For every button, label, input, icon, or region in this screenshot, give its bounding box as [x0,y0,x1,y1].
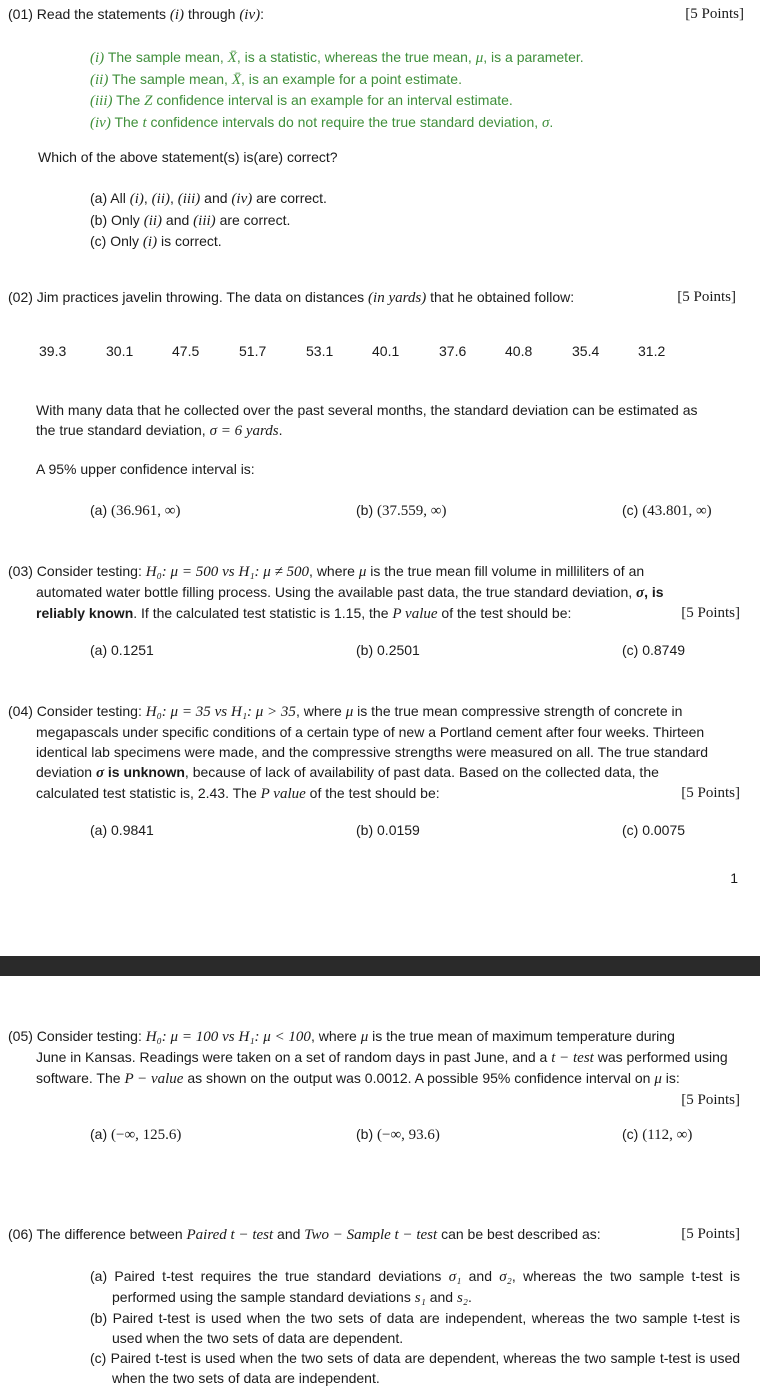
option-text: Paired t-test is used when the two sets of data are independent, whereas the two sample t-test [112,1310,725,1326]
option-text: are correct. [219,211,291,228]
statement-text: , is an example for a point estimate. [240,70,462,87]
q2-para-text: the true standard deviation, [36,422,206,438]
q4-sigma: σ [95,765,105,781]
q1-option-a[interactable]: (a) All (i), (ii), (iii) and (iv) are correct. [90,190,327,207]
option-value: (43.801, ∞) [642,503,712,519]
q4-text: of the test should be: [309,785,440,801]
q2-option-b[interactable] [356,502,446,520]
q6-header [8,1226,740,1244]
option-label: (c) [90,233,107,249]
q4-line2: megapascals under specific conditions of a certain type of new a Portland cement after four weeks. Thirteen [36,724,705,740]
option-math: s₂ [456,1290,468,1306]
q2-para-line1: With many data that he collected over the past several months, the standard deviation can be estimated as [36,402,698,418]
q6-option-b[interactable] [90,1308,740,1348]
q5-text: software. The [36,1070,121,1086]
data-value: 35.4 [572,343,600,359]
q4-h1: H₁: μ > 35 [230,704,296,720]
option-label: (a) [90,1268,108,1284]
q5-pvalue: P − value [124,1071,184,1087]
option-value: 0.0159 [377,822,420,838]
data-value: 39.3 [39,343,67,359]
statement-roman: (i) [90,50,105,66]
option-value: 0.9841 [111,822,154,838]
statement-roman: (iii) [90,93,113,109]
q4-option-a[interactable] [90,822,154,838]
q4-line4 [8,762,740,783]
option-value: 0.8749 [642,642,686,658]
statement-roman: (iv) [90,114,111,131]
option-label: (c) [622,502,639,518]
q4-text: , because of lack of availability of past data. Based on the collected data, the [184,764,659,780]
option-roman: (iii) [193,212,216,229]
q5-mu: μ [654,1071,662,1087]
q3-h1: H₁: μ ≠ 500 [238,564,310,580]
option-text: and [165,211,190,228]
q1-stem: Read the statements [36,6,166,22]
q4-mu: μ [345,704,354,720]
q5-text: is: [665,1070,680,1086]
option-label: (c) [90,1350,107,1366]
q5-line4 [8,1089,740,1110]
option-value: (−∞, 125.6) [111,1127,182,1143]
q3-text: of the test should be: [441,605,572,621]
option-roman: (i) [129,191,144,207]
q2-header [8,289,752,307]
option-label: (a) [90,190,108,206]
q3-option-c[interactable] [622,642,685,658]
option-label: (b) [356,502,374,518]
option-label: (a) [90,502,108,518]
option-label: (b) [90,211,108,228]
statement-math: X̄ [227,50,237,66]
q2-option-a[interactable] [90,502,180,520]
q4-header [8,701,740,804]
q3-text: is the true mean fill volume in milliliters of an [370,563,645,579]
q5-vs: vs [222,1029,235,1045]
q4-line3: identical lab specimens were made, and the compressive strengths were measured on all. The true standard [36,744,709,760]
q3-points: [5 Points] [681,605,740,621]
q1-points: [5 Points] [685,6,744,22]
q2-unit: (in yards) [368,290,427,306]
option-label: (b) [356,642,374,658]
q5-text: as shown on the output was 0.0012. A possible 95% confidence interval on [187,1070,651,1086]
option-math: s₁ [414,1290,426,1306]
q1-options [90,188,327,253]
option-text: . [468,1289,472,1305]
q4-option-b[interactable] [356,822,420,838]
q4-text: deviation [36,764,93,780]
q3-header [8,561,740,624]
data-value: 40.1 [372,343,400,359]
q5-option-b[interactable] [356,1126,440,1144]
q4-line1 [8,701,740,722]
q5-line2 [8,1047,740,1068]
q6-two-sample: Two − Sample t − test [304,1227,438,1243]
q1-number: (01) [8,6,33,22]
page-number: 1 [730,870,738,886]
option-value: 0.2501 [377,642,420,658]
option-roman: (iv) [231,191,253,207]
option-text: is used when the two sets of data are dependent. [112,1310,741,1346]
q6-option-a[interactable] [90,1266,740,1308]
q5-points: [5 Points] [681,1092,740,1108]
q3-text: . If the calculated test statistic is 1.15, the [133,605,389,621]
q5-text: , where [310,1028,357,1044]
option-text: , whereas the two sample t-test is [511,1268,741,1284]
q4-number: (04) [8,703,33,719]
option-value: (37.559, ∞) [377,503,447,519]
q4-lead: Consider testing: [36,703,142,719]
q2-points: [5 Points] [677,289,736,305]
option-math: σ₂ [499,1269,512,1285]
q3-option-b[interactable] [356,642,420,658]
statement-text: . [549,113,554,130]
q5-line1 [8,1026,740,1047]
q3-option-a[interactable] [90,642,154,658]
q4-bold: is unknown [107,764,185,780]
option-text: performed using the sample standard deviations [112,1289,411,1305]
q1-stem-mid: through [187,6,236,22]
q2-prompt: A 95% upper confidence interval is: [36,461,255,477]
statement-iv [90,112,584,134]
q4-text: is the true mean compressive strength of concrete in [357,703,683,719]
statement-math: μ [475,50,484,66]
data-value: 51.7 [239,343,267,359]
option-text: Only [110,233,140,249]
statement-text: confidence interval is an example for an interval estimate. [156,92,513,108]
q5-text: was performed using [597,1049,728,1065]
q1-stem-end: : [260,6,265,22]
q3-bold: reliably known [36,605,134,621]
q2-para-text: . [278,422,283,438]
q6-text: The difference between [36,1226,183,1242]
option-text: Paired t-test is used when the two sets of data are dependent, whereas the two sample t-test is [110,1350,706,1366]
data-value: 37.6 [439,343,467,359]
q2-stem-end: that he obtained follow: [430,289,575,305]
q5-header [8,1026,740,1110]
q3-sigma: σ [636,585,645,601]
q2-number: (02) [8,289,33,305]
option-label: (b) [356,1126,374,1142]
option-value: (36.961, ∞) [111,503,181,519]
option-text: All [110,190,126,206]
option-label: (b) [356,822,374,838]
q3-line3 [8,603,740,624]
q4-text: , where [295,703,342,719]
option-math: σ₁ [448,1269,462,1285]
option-roman: (iii) [177,191,201,207]
q3-pvalue: P value [392,606,438,622]
option-text: Only [111,211,140,228]
statement-math: t [142,114,147,131]
statement-text: The sample mean, [107,49,224,65]
page-separator [0,956,760,976]
q2-paragraph [36,400,740,441]
q1-header [8,6,752,24]
q6-number: (06) [8,1226,33,1242]
data-value: 53.1 [306,343,334,359]
statement-math: X̄ [231,71,241,88]
option-value: (112, ∞) [642,1127,693,1143]
q3-h0: H₀: μ = 500 [145,564,219,580]
q4-vs: vs [214,704,228,720]
q1-stem-iv: (iv) [239,7,261,23]
option-value: (−∞, 93.6) [377,1127,440,1143]
q5-h1: H₁: μ < 100 [238,1029,311,1045]
q4-points: [5 Points] [681,785,740,801]
statement-text: , is a parameter. [483,49,584,65]
statement-text: , is a statistic, whereas the true mean, [236,49,472,65]
q4-text: calculated test statistic is, 2.43. The [36,785,257,801]
data-value: 47.5 [172,343,200,359]
option-roman: (i) [142,234,158,250]
data-value: 40.8 [505,343,533,359]
q4-h0: H₀: μ = 35 [145,704,211,720]
statement-iii [90,90,584,112]
q3-text: automated water bottle filling process. Using the available past data, the true standard deviation, [36,584,633,600]
q4-line5 [8,783,740,804]
option-roman: (ii) [143,212,163,229]
q6-paired: Paired t − test [186,1227,274,1243]
q4-option-c[interactable] [622,822,685,838]
option-text: are correct. [256,190,327,206]
option-label: (a) [90,1126,108,1142]
statement-ii [90,69,584,91]
q3-number: (03) [8,563,33,579]
option-label: (a) [90,642,108,658]
option-value: 0.0075 [642,822,686,838]
statement-roman: (ii) [90,71,109,88]
q1-question: Which of the above statement(s) is(are) correct? [38,149,338,165]
q5-lead: Consider testing: [36,1028,142,1044]
statement-math: Z [144,93,153,109]
option-text: used when the two sets of data are independent. [112,1350,741,1386]
statement-text: The [116,92,141,108]
q3-bold: , is [644,584,664,600]
q5-ttest: t − test [551,1050,594,1066]
q2-para-line2 [36,420,740,441]
q1-statements [90,47,584,133]
q5-text: June in Kansas. Readings were taken on a set of random days in past June, and a [36,1049,548,1065]
q1-option-c[interactable] [90,231,327,253]
option-text: and [429,1289,454,1305]
option-text: is correct. [160,233,222,249]
q6-option-c[interactable] [90,1348,740,1388]
q2-option-c[interactable] [622,502,712,520]
q5-option-c[interactable] [622,1126,692,1144]
q2-sigma: σ = 6 yards [209,423,279,439]
option-label: (c) [622,1126,639,1142]
q2-stem: Jim practices javelin throwing. The data on distances [36,289,365,305]
data-value: 30.1 [106,343,134,359]
q6-text: can be best described as: [441,1226,601,1242]
q1-option-b[interactable] [90,210,327,232]
q6-options [90,1266,740,1388]
data-value: 31.2 [638,343,666,359]
option-text: Paired t-test requires the true standard deviations [114,1268,442,1284]
option-label: (c) [622,642,639,658]
q3-lead: Consider testing: [36,563,142,579]
option-label: (b) [90,1310,108,1326]
q6-points: [5 Points] [681,1226,740,1242]
statement-text: The sample mean, [111,70,228,87]
statement-i [90,47,584,69]
option-roman: (ii) [151,191,170,207]
option-label: (a) [90,822,108,838]
q3-text: , where [309,563,355,579]
q5-option-a[interactable] [90,1126,181,1144]
q5-number: (05) [8,1028,33,1044]
q5-mu: μ [360,1029,369,1045]
q4-pvalue: P value [260,786,306,802]
q1-stem-i: (i) [169,7,185,23]
q3-line1 [8,561,740,582]
option-label: (c) [622,822,639,838]
option-text: and [468,1268,492,1284]
q6-text: and [277,1226,301,1242]
statement-math: σ [542,114,550,131]
q5-text: is the true mean of maximum temperature during [372,1028,675,1044]
q5-line3 [8,1068,740,1089]
q5-h0: H₀: μ = 100 [145,1029,219,1045]
q3-mu: μ [358,564,367,580]
statement-text: The [114,113,139,130]
statement-text: confidence intervals do not require the true standard deviation, [150,113,539,130]
q3-line2 [8,582,740,603]
option-text: and [204,190,228,206]
q3-vs: vs [222,564,235,580]
option-value: 0.1251 [111,642,154,658]
